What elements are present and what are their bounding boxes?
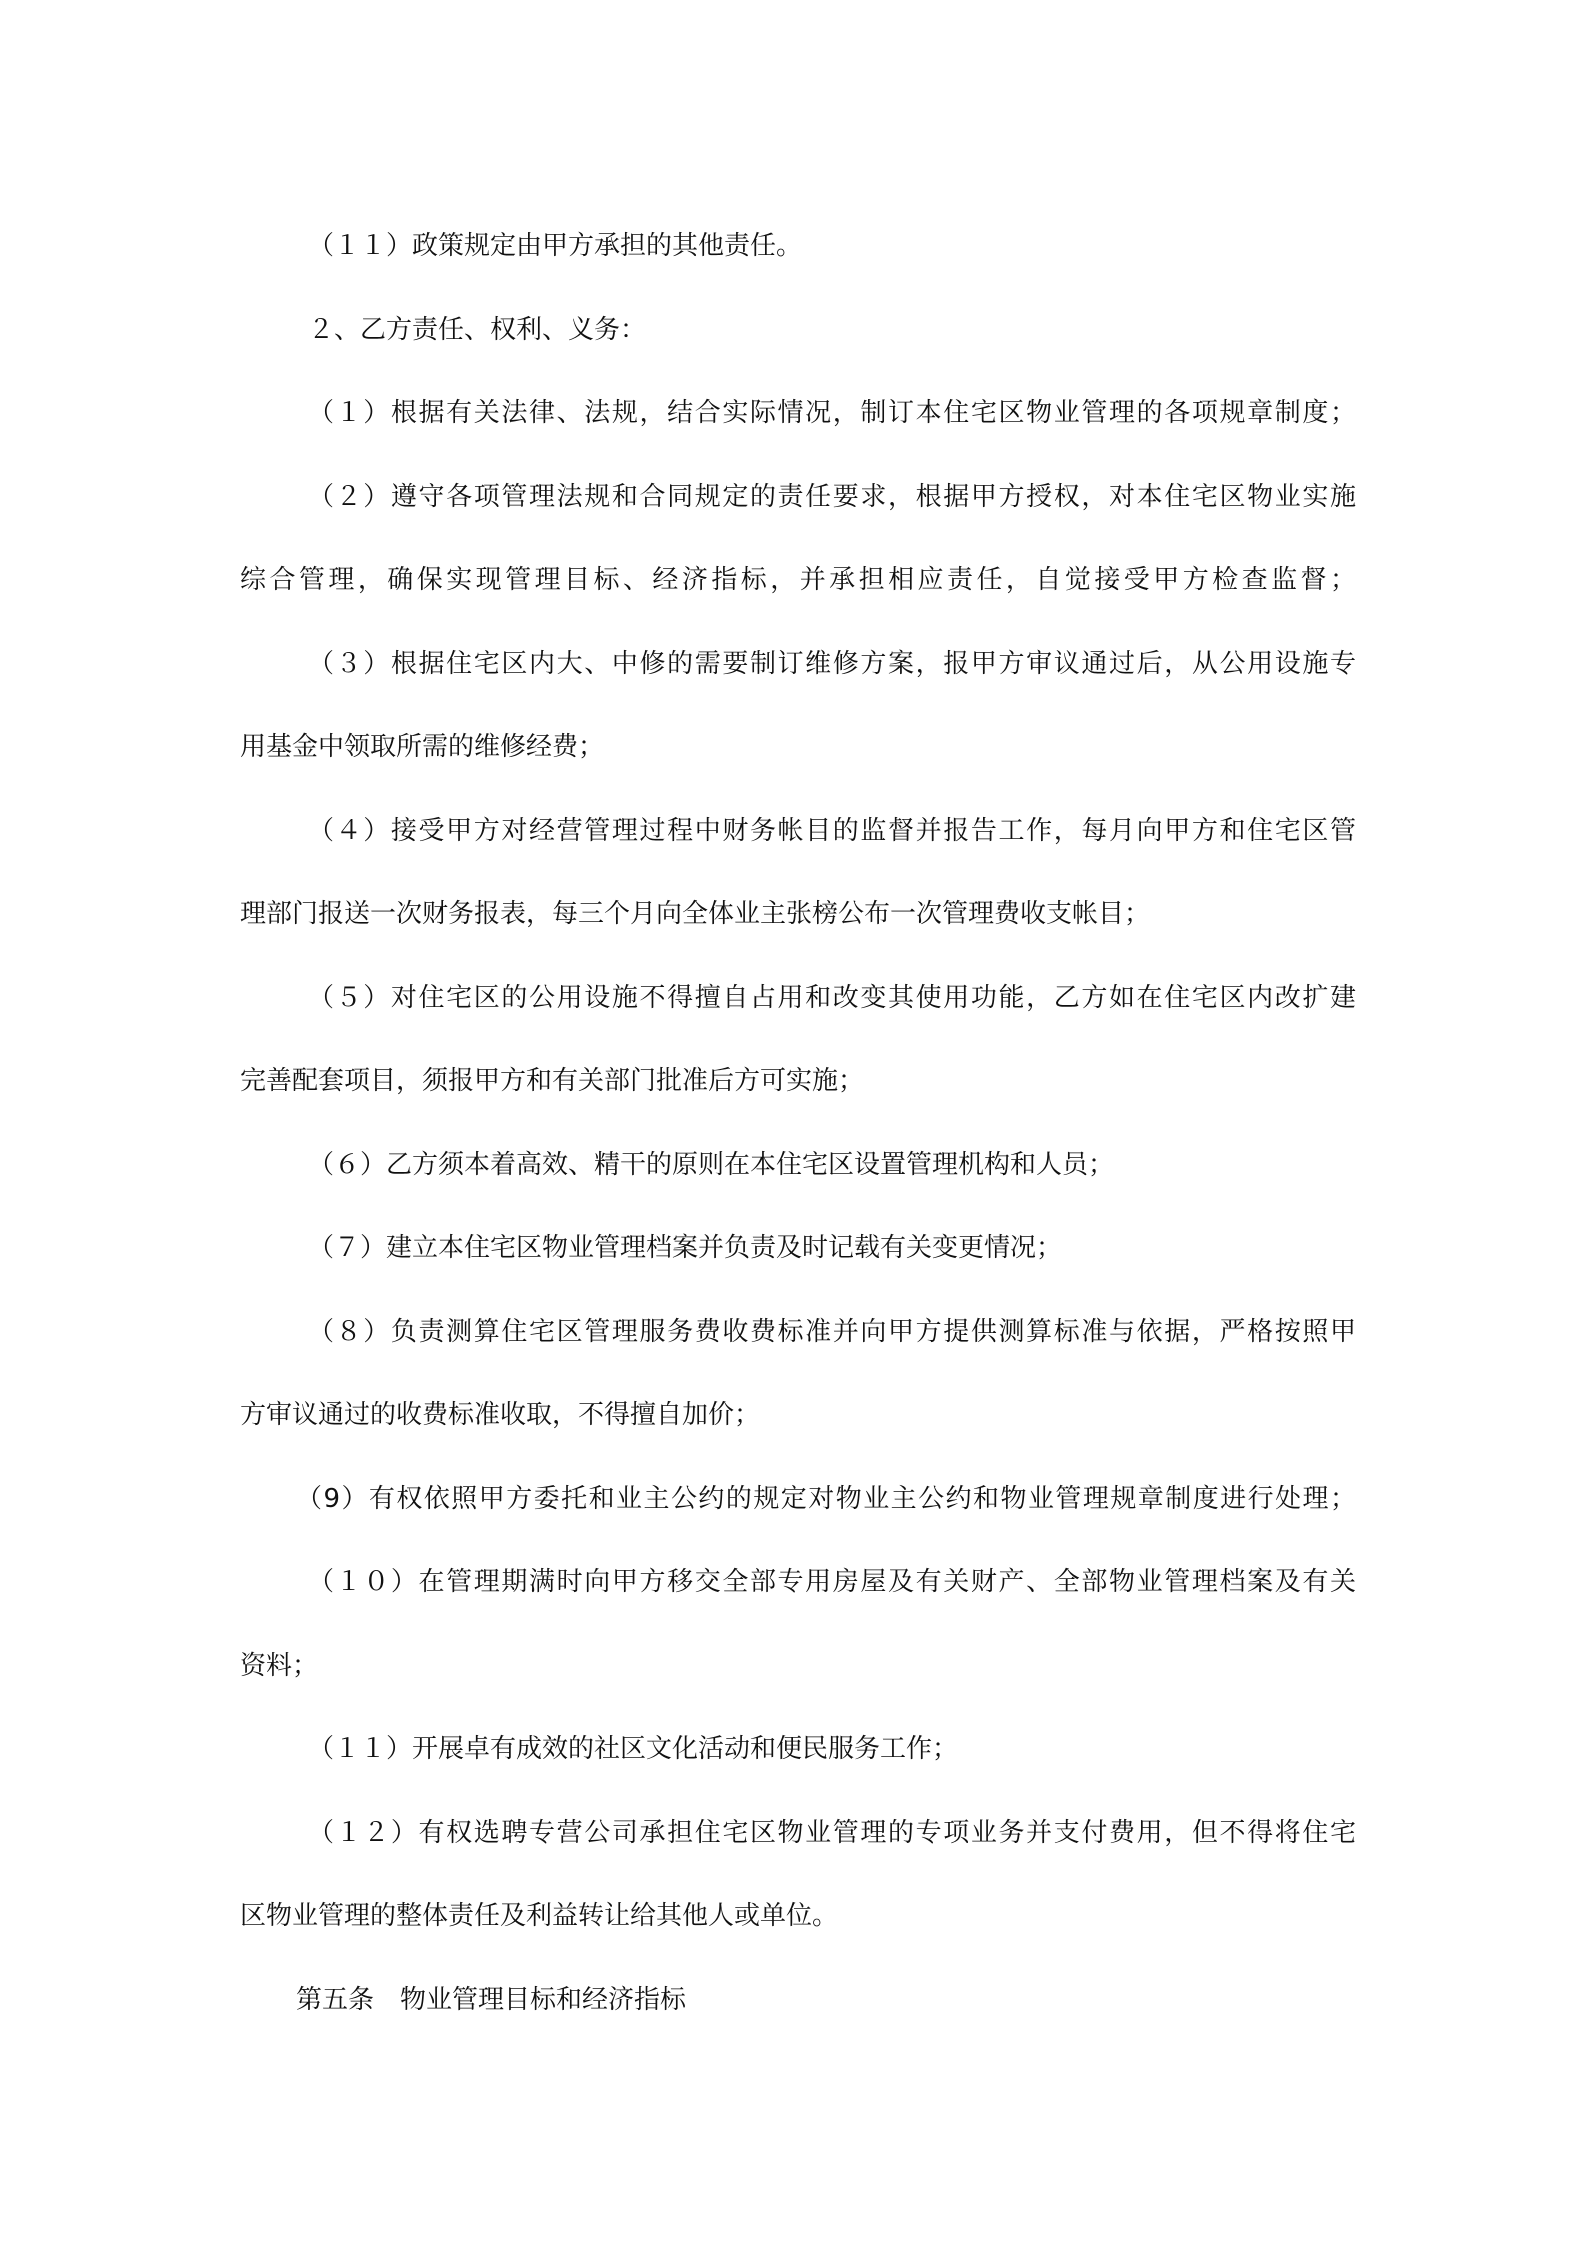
document-body: [240, 205, 1356, 2042]
paragraph-line: （６）乙方须本着高效、精干的原则在本住宅区设置管理机构和人员；: [308, 1149, 1115, 1180]
paragraph-line: 综合管理，确保实现管理目标、经济指标，并承担相应责任，自觉接受甲方检查监督；: [240, 565, 1356, 595]
paragraph-line: （３）根据住宅区内大、中修的需要制订维修方案，报甲方审议通过后，从公用设施专: [308, 648, 1356, 679]
paragraph-line: （１２）有权选聘专营公司承担住宅区物业管理的专项业务并支付费用，但不得将住宅: [308, 1817, 1356, 1848]
paragraph-line: 资料；: [240, 1650, 319, 1681]
paragraph-line: （１１）开展卓有成效的社区文化活动和便民服务工作；: [308, 1734, 959, 1764]
paragraph-line: （１１）政策规定由甲方承担的其他责任。: [308, 231, 803, 261]
paragraph-line: 理部门报送一次财务报表，每三个月向全体业主张榜公布一次管理费收支帐目；: [240, 899, 1151, 929]
paragraph-line: （１）根据有关法律、法规，结合实际情况，制订本住宅区物业管理的各项规章制度；: [308, 398, 1356, 428]
paragraph-line: 用基金中领取所需的维修经费；: [240, 732, 605, 762]
paragraph-line: （２）遵守各项管理法规和合同规定的责任要求，根据甲方授权，对本住宅区物业实施: [308, 481, 1356, 512]
paragraph-line: 完善配套项目，须报甲方和有关部门批准后方可实施；: [240, 1066, 865, 1096]
article-heading: 第五条 物业管理目标和经济指标: [296, 1984, 687, 2015]
paragraph-line: （４）接受甲方对经营管理过程中财务帐目的监督并报告工作，每月向甲方和住宅区管: [308, 815, 1356, 846]
paragraph-line: （５）对住宅区的公用设施不得擅自占用和改变其使用功能，乙方如在住宅区内改扩建: [308, 982, 1356, 1013]
paragraph-line: （７）建立本住宅区物业管理档案并负责及时记载有关变更情况；: [308, 1233, 1063, 1263]
paragraph-line: 区物业管理的整体责任及利益转让给其他人或单位。: [240, 1901, 839, 1931]
paragraph-line: （9）有权依照甲方委托和业主公约的规定对物业主公约和物业管理规章制度进行处理；: [296, 1483, 1356, 1514]
paragraph-line: 方审议通过的收费标准收取，不得擅自加价；: [240, 1400, 761, 1430]
section-heading: ２、乙方责任、权利、义务：: [308, 314, 647, 345]
paragraph-line: （８）负责测算住宅区管理服务费收费标准并向甲方提供测算标准与依据，严格按照甲: [308, 1316, 1356, 1347]
paragraph-line: （１０）在管理期满时向甲方移交全部专用房屋及有关财产、全部物业管理档案及有关: [308, 1567, 1356, 1597]
